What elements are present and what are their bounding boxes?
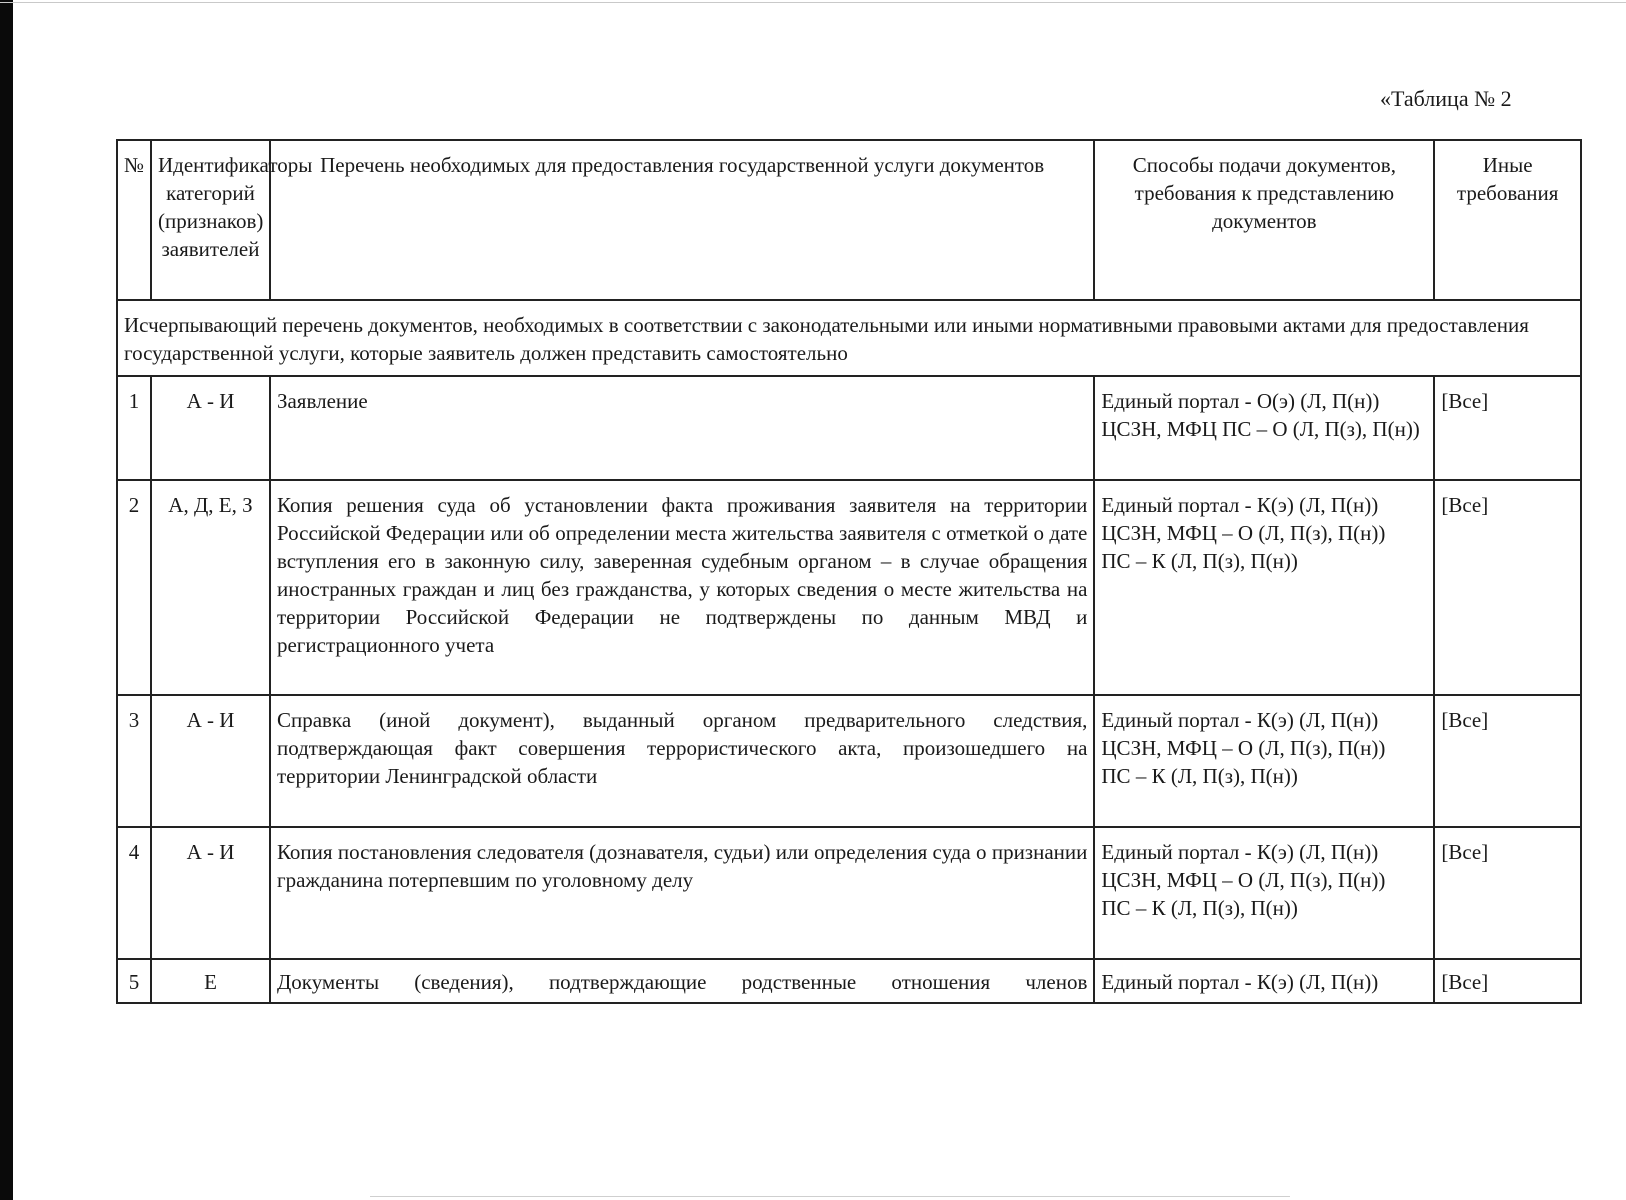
- table-row: [117, 827, 1581, 959]
- submission-line: ПС – К (Л, П(з), П(н)): [1101, 549, 1298, 573]
- row-other: [Все]: [1434, 959, 1581, 1003]
- scan-edge: [0, 0, 13, 1200]
- row-identifiers: А - И: [151, 827, 270, 959]
- row-submission: [1094, 376, 1434, 480]
- row-submission: [1094, 480, 1434, 695]
- row-no: 2: [117, 480, 151, 695]
- row-no: 4: [117, 827, 151, 959]
- submission-line: Единый портал - К(э) (Л, П(н)): [1101, 493, 1379, 517]
- submission-line: Единый портал - К(э) (Л, П(н)): [1101, 708, 1379, 732]
- scan-artifact-bottom: [370, 1196, 1290, 1197]
- section-title: Исчерпывающий перечень документов, необходимых в соответствии с законодательными или иными нормативными правовыми актами для предоставления государственной услуги, которые заявитель должен представить самостоятельно: [117, 300, 1581, 376]
- row-submission: [1094, 959, 1434, 1003]
- row-no: 3: [117, 695, 151, 827]
- section-row: [117, 300, 1581, 376]
- row-other: [Все]: [1434, 480, 1581, 695]
- submission-line: ПС – К (Л, П(з), П(н)): [1101, 896, 1298, 920]
- table-row: [117, 959, 1581, 1003]
- header-submission: Способы подачи документов, требования к представлению документов: [1094, 140, 1434, 300]
- table-row: [117, 376, 1581, 480]
- row-identifiers: Е: [151, 959, 270, 1003]
- submission-line: Единый портал - К(э) (Л, П(н)): [1101, 840, 1379, 864]
- row-document: Справка (иной документ), выданный органом предварительного следствия, подтверждающая факт совершения террористического акта, произошедшего на территории Ленинградской области: [270, 695, 1094, 827]
- header-documents: Перечень необходимых для предоставления государственной услуги документов: [270, 140, 1094, 300]
- row-document: Копия решения суда об установлении факта проживания заявителя на территории Российской Федерации или об определении места жительства заявителя с отметкой о дате вступления его в законную силу, заверенная судебным органом – в случае обращения иностранных граждан и лиц без гражданства, у которых сведения о месте жительства на территории Российской Федерации не подтверждены по данным МВД и регистрационного учета: [270, 480, 1094, 695]
- row-submission: [1094, 827, 1434, 959]
- row-other: [Все]: [1434, 695, 1581, 827]
- row-no: 5: [117, 959, 151, 1003]
- submission-line: ЦСЗН, МФЦ – О (Л, П(з), П(н)): [1101, 521, 1386, 545]
- table-caption: «Таблица № 2: [1380, 86, 1512, 111]
- table-header-row: [117, 140, 1581, 300]
- row-document: Заявление: [270, 376, 1094, 480]
- header-no: №: [117, 140, 151, 300]
- row-other: [Все]: [1434, 376, 1581, 480]
- submission-line: ПС – К (Л, П(з), П(н)): [1101, 764, 1298, 788]
- documents-table: [116, 139, 1582, 1004]
- row-other: [Все]: [1434, 827, 1581, 959]
- submission-line: Единый портал - К(э) (Л, П(н)): [1101, 970, 1379, 994]
- submission-line: Единый портал - О(э) (Л, П(н)): [1101, 389, 1380, 413]
- submission-line: ЦСЗН, МФЦ ПС – О (Л, П(з), П(н)): [1101, 417, 1420, 441]
- table-row: [117, 480, 1581, 695]
- row-identifiers: А, Д, Е, З: [151, 480, 270, 695]
- row-identifiers: А - И: [151, 376, 270, 480]
- row-submission: [1094, 695, 1434, 827]
- scan-artifact-top: [0, 2, 1626, 3]
- row-identifiers: А - И: [151, 695, 270, 827]
- row-document: Документы (сведения), подтверждающие родственные отношения членов: [270, 959, 1094, 1003]
- header-identifiers: Идентификаторы категорий (признаков) заявителей: [151, 140, 270, 300]
- row-no: 1: [117, 376, 151, 480]
- row-document: Копия постановления следователя (дознавателя, судьи) или определения суда о признании гражданина потерпевшим по уголовному делу: [270, 827, 1094, 959]
- submission-line: ЦСЗН, МФЦ – О (Л, П(з), П(н)): [1101, 868, 1386, 892]
- table-row: [117, 695, 1581, 827]
- header-other: Иные требования: [1434, 140, 1581, 300]
- submission-line: ЦСЗН, МФЦ – О (Л, П(з), П(н)): [1101, 736, 1386, 760]
